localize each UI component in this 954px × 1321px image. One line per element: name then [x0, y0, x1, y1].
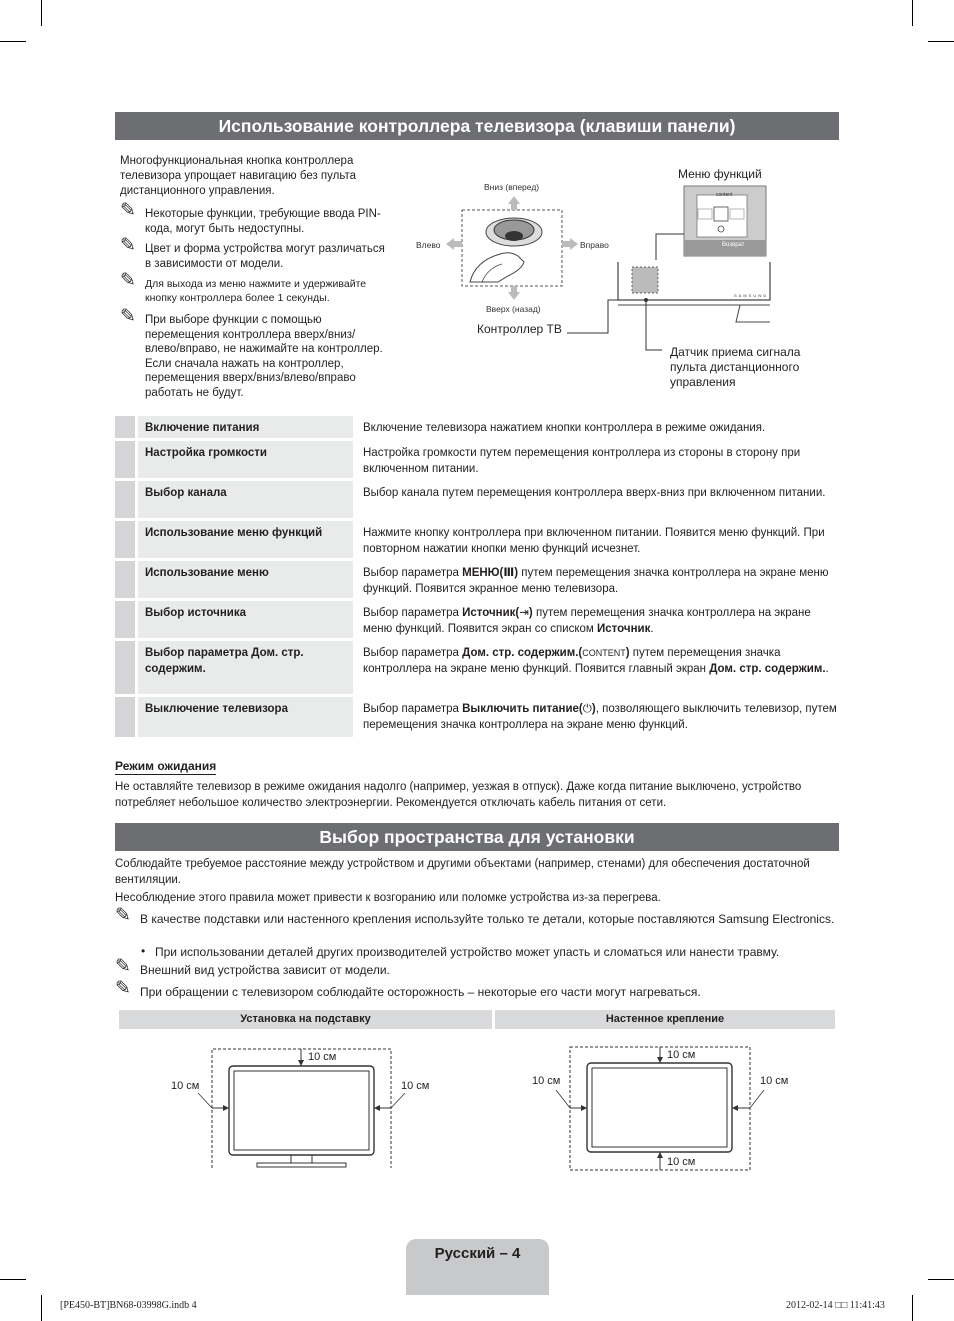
menu-icon: Ⅲ: [503, 567, 515, 579]
stand-top-distance: 10 см: [308, 1051, 337, 1063]
wall-left-distance: 10 см: [532, 1075, 561, 1087]
pencil-note-icon: ✎: [120, 270, 136, 291]
table-row: [115, 441, 839, 478]
direction-right-label: Вправо: [580, 240, 609, 250]
brand-logo: SAMSUNG: [734, 293, 769, 298]
note-hot-parts: [115, 978, 839, 999]
row-desc: Включение телевизора нажатием кнопки контроллера в режиме ожидания.: [363, 422, 766, 434]
table-row: [115, 416, 839, 438]
pencil-note-icon: ✎: [120, 235, 136, 256]
source-icon: ⇥: [519, 607, 529, 619]
remote-sensor-label: Датчик приема сигнала пульта дистанционного управления: [670, 345, 801, 389]
row-name: Выбор источника: [138, 601, 353, 638]
row-desc: Выбор канала путем перемещения контроллера вверх-вниз при включенном питании.: [363, 487, 826, 499]
wall-right-distance: 10 см: [760, 1075, 789, 1087]
wall-bottom-distance: 10 см: [667, 1156, 696, 1168]
row-marker: [115, 481, 135, 518]
row-marker: [115, 601, 135, 638]
table-row: [115, 601, 839, 638]
note-text: В качестве подставки или настенного крепления используйте только те детали, которые поставляются Samsung Electronics.: [140, 912, 835, 926]
row-marker: [115, 441, 135, 478]
row-name: Использование меню: [138, 561, 353, 598]
direction-up-back-label: Вверх (назад): [486, 304, 541, 314]
power-icon: ⏻: [582, 703, 592, 715]
row-desc: Настройка громкости путем перемещения контроллера из стороны в сторону при включенном питании.: [363, 447, 801, 475]
row-name: Выбор параметра Дом. стр. содержим.: [138, 641, 353, 694]
wall-mount-header: Настенное крепление: [495, 1010, 835, 1029]
page-number-tab: Русский – 4: [406, 1239, 549, 1295]
table-row: [115, 521, 839, 558]
note-color: [120, 235, 388, 271]
pencil-note-icon: ✎: [115, 978, 131, 999]
row-name: Использование меню функций: [138, 521, 353, 558]
direction-down-forward-label: Вниз (вперед): [484, 182, 540, 192]
row-marker: [115, 521, 135, 558]
table-row: [115, 641, 839, 694]
wall-clearance-diagram: [528, 1040, 800, 1175]
pencil-note-icon: ✎: [115, 905, 131, 926]
note-text: Цвет и форма устройства могут различаться в зависимости от модели.: [145, 243, 385, 270]
row-name: Включение питания: [138, 416, 353, 438]
pencil-note-icon: ✎: [120, 200, 136, 221]
note-samsung-parts: [115, 905, 839, 926]
note-text: Для выхода из меню нажмите и удерживайте кнопку контроллера более 1 секунды.: [145, 278, 367, 304]
note-text: Внешний вид устройства зависит от модели.: [140, 963, 390, 977]
table-row: [115, 561, 839, 598]
tv-controller-label: Контроллер ТВ: [477, 322, 562, 336]
row-marker: [115, 416, 135, 438]
row-desc: Выбор параметра Источник(⇥) путем перемещения значка контроллера на экране меню функций. Появится экран со списком Источник.: [363, 607, 811, 635]
stand-right-distance: 10 см: [401, 1080, 430, 1092]
stand-left-distance: 10 см: [171, 1080, 200, 1092]
row-name: Выключение телевизора: [138, 697, 353, 737]
imprint-date: 2012-02-14 □□ 11:41:43: [786, 1300, 885, 1311]
note-text: При обращении с телевизором соблюдайте осторожность – некоторые его части могут нагреваться.: [140, 985, 701, 999]
note-exit-menu: [120, 270, 388, 305]
wall-top-distance: 10 см: [667, 1049, 696, 1061]
row-marker: [115, 641, 135, 694]
stand-install-header: Установка на подставку: [119, 1010, 492, 1029]
pencil-note-icon: ✎: [120, 306, 136, 327]
menu-return-label: Возврат: [722, 242, 745, 248]
note-direction: [120, 306, 388, 400]
row-desc: Выбор параметра Выключить питание(⏻), позволяющего выключить телевизор, путем перемещения значка контроллера на экране меню функций.: [363, 703, 837, 731]
direction-left-label: Влево: [416, 240, 441, 250]
function-menu-label: Меню функций: [678, 167, 762, 181]
bullet-text: При использовании деталей других производителей устройство может упасть и сломаться или нанести травму.: [155, 945, 780, 959]
ventilation-text: Соблюдайте требуемое расстояние между устройством и другими объектами (например, стенами) для обеспечения достаточной вентиляции.: [115, 858, 810, 886]
intro-text: Многофункциональная кнопка контроллера телевизора упрощает навигацию без пульта дистанционного управления.: [120, 155, 356, 197]
standby-text: Не оставляйте телевизор в режиме ожидания надолго (например, уезжая в отпуск). Даже когда питание выключено, устройство потребляет небольшое количество электроэнергии. Рекомендуется отключать кабель питания от сети.: [115, 781, 802, 809]
pencil-note-icon: ✎: [115, 956, 131, 977]
bullet-icon: •: [141, 944, 146, 958]
note-pin: [120, 200, 388, 236]
table-row: [115, 481, 839, 518]
section-title-installation: Выбор пространства для установки: [115, 823, 839, 851]
row-marker: [115, 561, 135, 598]
note-text: При выборе функции с помощью перемещения контроллера вверх/вниз/влево/вправо, не нажимайте на контроллер. Если сначала нажать на контроллер, перемещения вверх/вниз/влево/вправо работать не будут.: [145, 314, 383, 399]
note-appearance: [115, 956, 839, 977]
bullet-other-parts: [115, 945, 839, 959]
overheat-warning: Несоблюдение этого правила может привести к возгоранию или поломке устройства из-за перегрева.: [115, 892, 661, 904]
row-desc: Выбор параметра МЕНЮ(Ⅲ) путем перемещения значка контроллера на экране меню функций. Появится экранное меню телевизора.: [363, 567, 829, 595]
row-desc: Нажмите кнопку контроллера при включенном питании. Появится меню функций. При повторном нажатии кнопки меню функций исчезнет.: [363, 527, 825, 555]
section-title-controller: Использование контроллера телевизора (клавиши панели): [115, 112, 839, 140]
table-row: [115, 697, 839, 737]
note-text: Некоторые функции, требующие ввода PIN-кода, могут быть недоступны.: [145, 208, 381, 235]
row-name: Настройка громкости: [138, 441, 353, 478]
content-icon: CONTENT: [582, 648, 626, 658]
standby-heading: Режим ожидания: [115, 759, 217, 773]
imprint-file: [PE450-BT]BN68-03998G.indb 4: [60, 1300, 197, 1311]
menu-content-label: content: [716, 192, 733, 198]
row-marker: [115, 697, 135, 737]
row-desc: Выбор параметра Дом. стр. содержим.(CONTENT) путем перемещения значка контроллера на экране меню функций. Появится главный экран Дом. стр. содержим..: [363, 647, 829, 675]
row-name: Выбор канала: [138, 481, 353, 518]
